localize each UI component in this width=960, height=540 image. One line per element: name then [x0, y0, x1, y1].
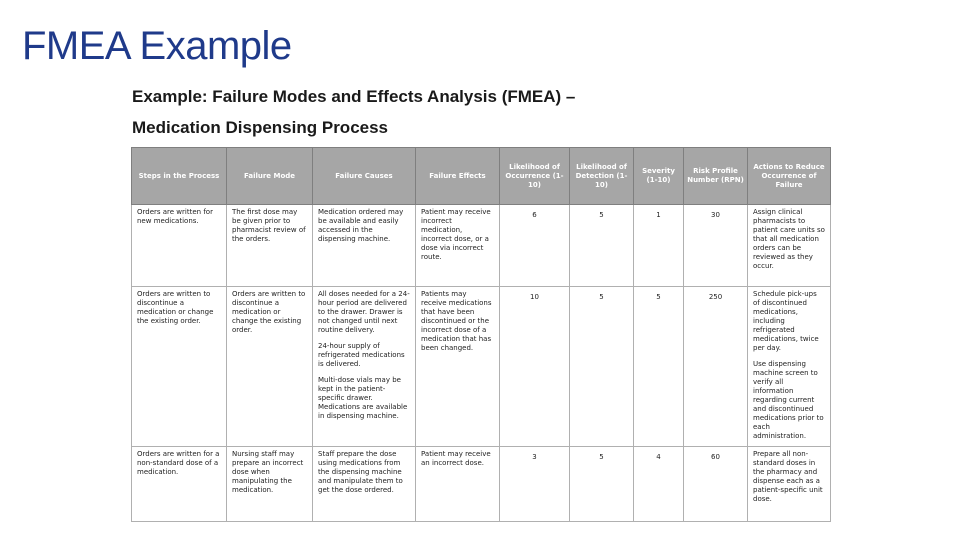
- cell-severity: 4: [634, 447, 684, 522]
- cell-failure-causes: [313, 287, 416, 447]
- cell-detection: 5: [570, 287, 634, 447]
- cell-step: Orders are written for a non-standard dose of a medication.: [132, 447, 227, 522]
- action-text: Schedule pick-ups of discontinued medications, including refrigerated medications, twice per day.: [753, 290, 819, 352]
- cell-severity: 1: [634, 205, 684, 287]
- cause-text: All doses needed for a 24-hour period are delivered to the drawer. Drawer is not changed until next routine delivery.: [318, 290, 410, 334]
- table-row: [132, 287, 831, 447]
- cell-step: Orders are written for new medications.: [132, 205, 227, 287]
- document-heading-line2: Medication Dispensing Process: [132, 118, 389, 137]
- header-detection: Likelihood of Detection (1-10): [570, 148, 634, 205]
- cell-failure-causes: [313, 205, 416, 287]
- cell-actions: [748, 447, 831, 522]
- cell-failure-effects: Patients may receive medications that have been discontinued or the incorrect dose of a medication that has been changed.: [416, 287, 500, 447]
- table-header-row: [132, 148, 831, 205]
- table-row: [132, 447, 831, 522]
- cell-failure-effects: Patient may receive incorrect medication, incorrect dose, or a dose via incorrect route.: [416, 205, 500, 287]
- cell-occurrence: 10: [500, 287, 570, 447]
- cell-severity: 5: [634, 287, 684, 447]
- cause-text: 24-hour supply of refrigerated medications is delivered.: [318, 342, 405, 368]
- action-text: Assign clinical pharmacists to patient care units so that all medication orders can be reviewed as they occur.: [753, 208, 825, 270]
- cell-detection: 5: [570, 205, 634, 287]
- header-failure-mode: Failure Mode: [227, 148, 313, 205]
- cell-rpn: 250: [684, 287, 748, 447]
- cell-step: Orders are written to discontinue a medication or change the existing order.: [132, 287, 227, 447]
- cause-text: Staff prepare the dose using medications from the dispensing machine and manipulate them to get the dose ordered.: [318, 450, 403, 494]
- cell-actions: [748, 205, 831, 287]
- cell-occurrence: 6: [500, 205, 570, 287]
- cell-failure-effects: Patient may receive an incorrect dose.: [416, 447, 500, 522]
- header-severity: Severity (1-10): [634, 148, 684, 205]
- cause-text: Multi-dose vials may be kept in the patient-specific drawer. Medications are available in dispensing machine.: [318, 376, 408, 420]
- cell-rpn: 60: [684, 447, 748, 522]
- cell-detection: 5: [570, 447, 634, 522]
- cell-failure-mode: Orders are written to discontinue a medication or change the existing order.: [227, 287, 313, 447]
- table-row: [132, 205, 831, 287]
- header-failure-causes: Failure Causes: [313, 148, 416, 205]
- header-failure-effects: Failure Effects: [416, 148, 500, 205]
- header-occurrence: Likelihood of Occurrence (1-10): [500, 148, 570, 205]
- fmea-table: [131, 147, 831, 522]
- cell-rpn: 30: [684, 205, 748, 287]
- action-text: Prepare all non-standard doses in the pharmacy and dispense each as a patient-specific unit dose.: [753, 450, 823, 503]
- cell-failure-mode: The first dose may be given prior to pharmacist review of the orders.: [227, 205, 313, 287]
- document-heading-line1: Example: Failure Modes and Effects Analysis (FMEA) –: [132, 87, 576, 106]
- slide-title: FMEA Example: [22, 24, 292, 68]
- header-rpn: Risk Profile Number (RPN): [684, 148, 748, 205]
- header-steps: Steps in the Process: [132, 148, 227, 205]
- header-actions: Actions to Reduce Occurrence of Failure: [748, 148, 831, 205]
- cell-occurrence: 3: [500, 447, 570, 522]
- action-text: Use dispensing machine screen to verify all information regarding current and discontinued medications prior to each administration.: [753, 360, 824, 440]
- cause-text: Medication ordered may be available and easily accessed in the dispensing machine.: [318, 208, 404, 243]
- cell-actions: [748, 287, 831, 447]
- cell-failure-causes: [313, 447, 416, 522]
- cell-failure-mode: Nursing staff may prepare an incorrect dose when manipulating the medication.: [227, 447, 313, 522]
